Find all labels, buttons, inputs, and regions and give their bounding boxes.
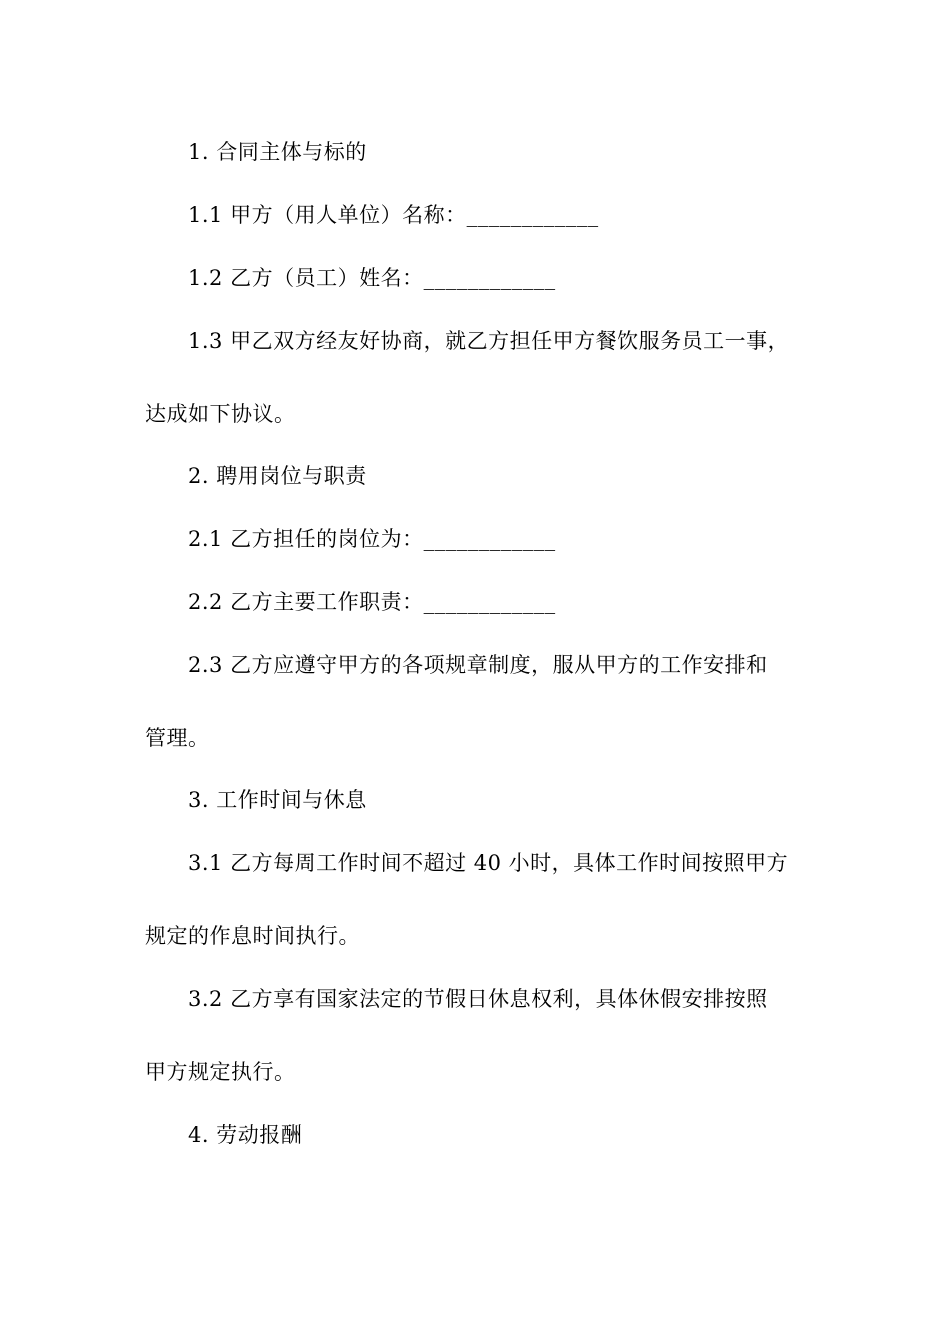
clause-3-1: 3.1 乙方每周工作时间不超过 40 小时，具体工作时间按照甲方	[188, 851, 789, 875]
clause-2-3-continued: 管理。	[145, 726, 210, 750]
clause-1-2: 1.2 乙方（员工）姓名：____________	[188, 266, 556, 290]
section-1-heading: 1. 合同主体与标的	[188, 140, 367, 164]
clause-2-1: 2.1 乙方担任的岗位为：____________	[188, 527, 556, 551]
clause-2-3: 2.3 乙方应遵守甲方的各项规章制度，服从甲方的工作安排和	[188, 653, 768, 677]
section-3-heading: 3. 工作时间与休息	[188, 788, 367, 812]
clause-1-1: 1.1 甲方（用人单位）名称：____________	[188, 203, 599, 227]
section-4-heading: 4. 劳动报酬	[188, 1123, 303, 1147]
clause-1-3-continued: 达成如下协议。	[145, 402, 296, 426]
clause-3-2: 3.2 乙方享有国家法定的节假日休息权利，具体休假安排按照	[188, 987, 768, 1011]
clause-3-1-continued: 规定的作息时间执行。	[145, 924, 360, 948]
section-2-heading: 2. 聘用岗位与职责	[188, 464, 367, 488]
clause-3-2-continued: 甲方规定执行。	[145, 1060, 296, 1084]
clause-2-2: 2.2 乙方主要工作职责：____________	[188, 590, 556, 614]
clause-1-3: 1.3 甲乙双方经友好协商，就乙方担任甲方餐饮服务员工一事，	[188, 329, 790, 353]
